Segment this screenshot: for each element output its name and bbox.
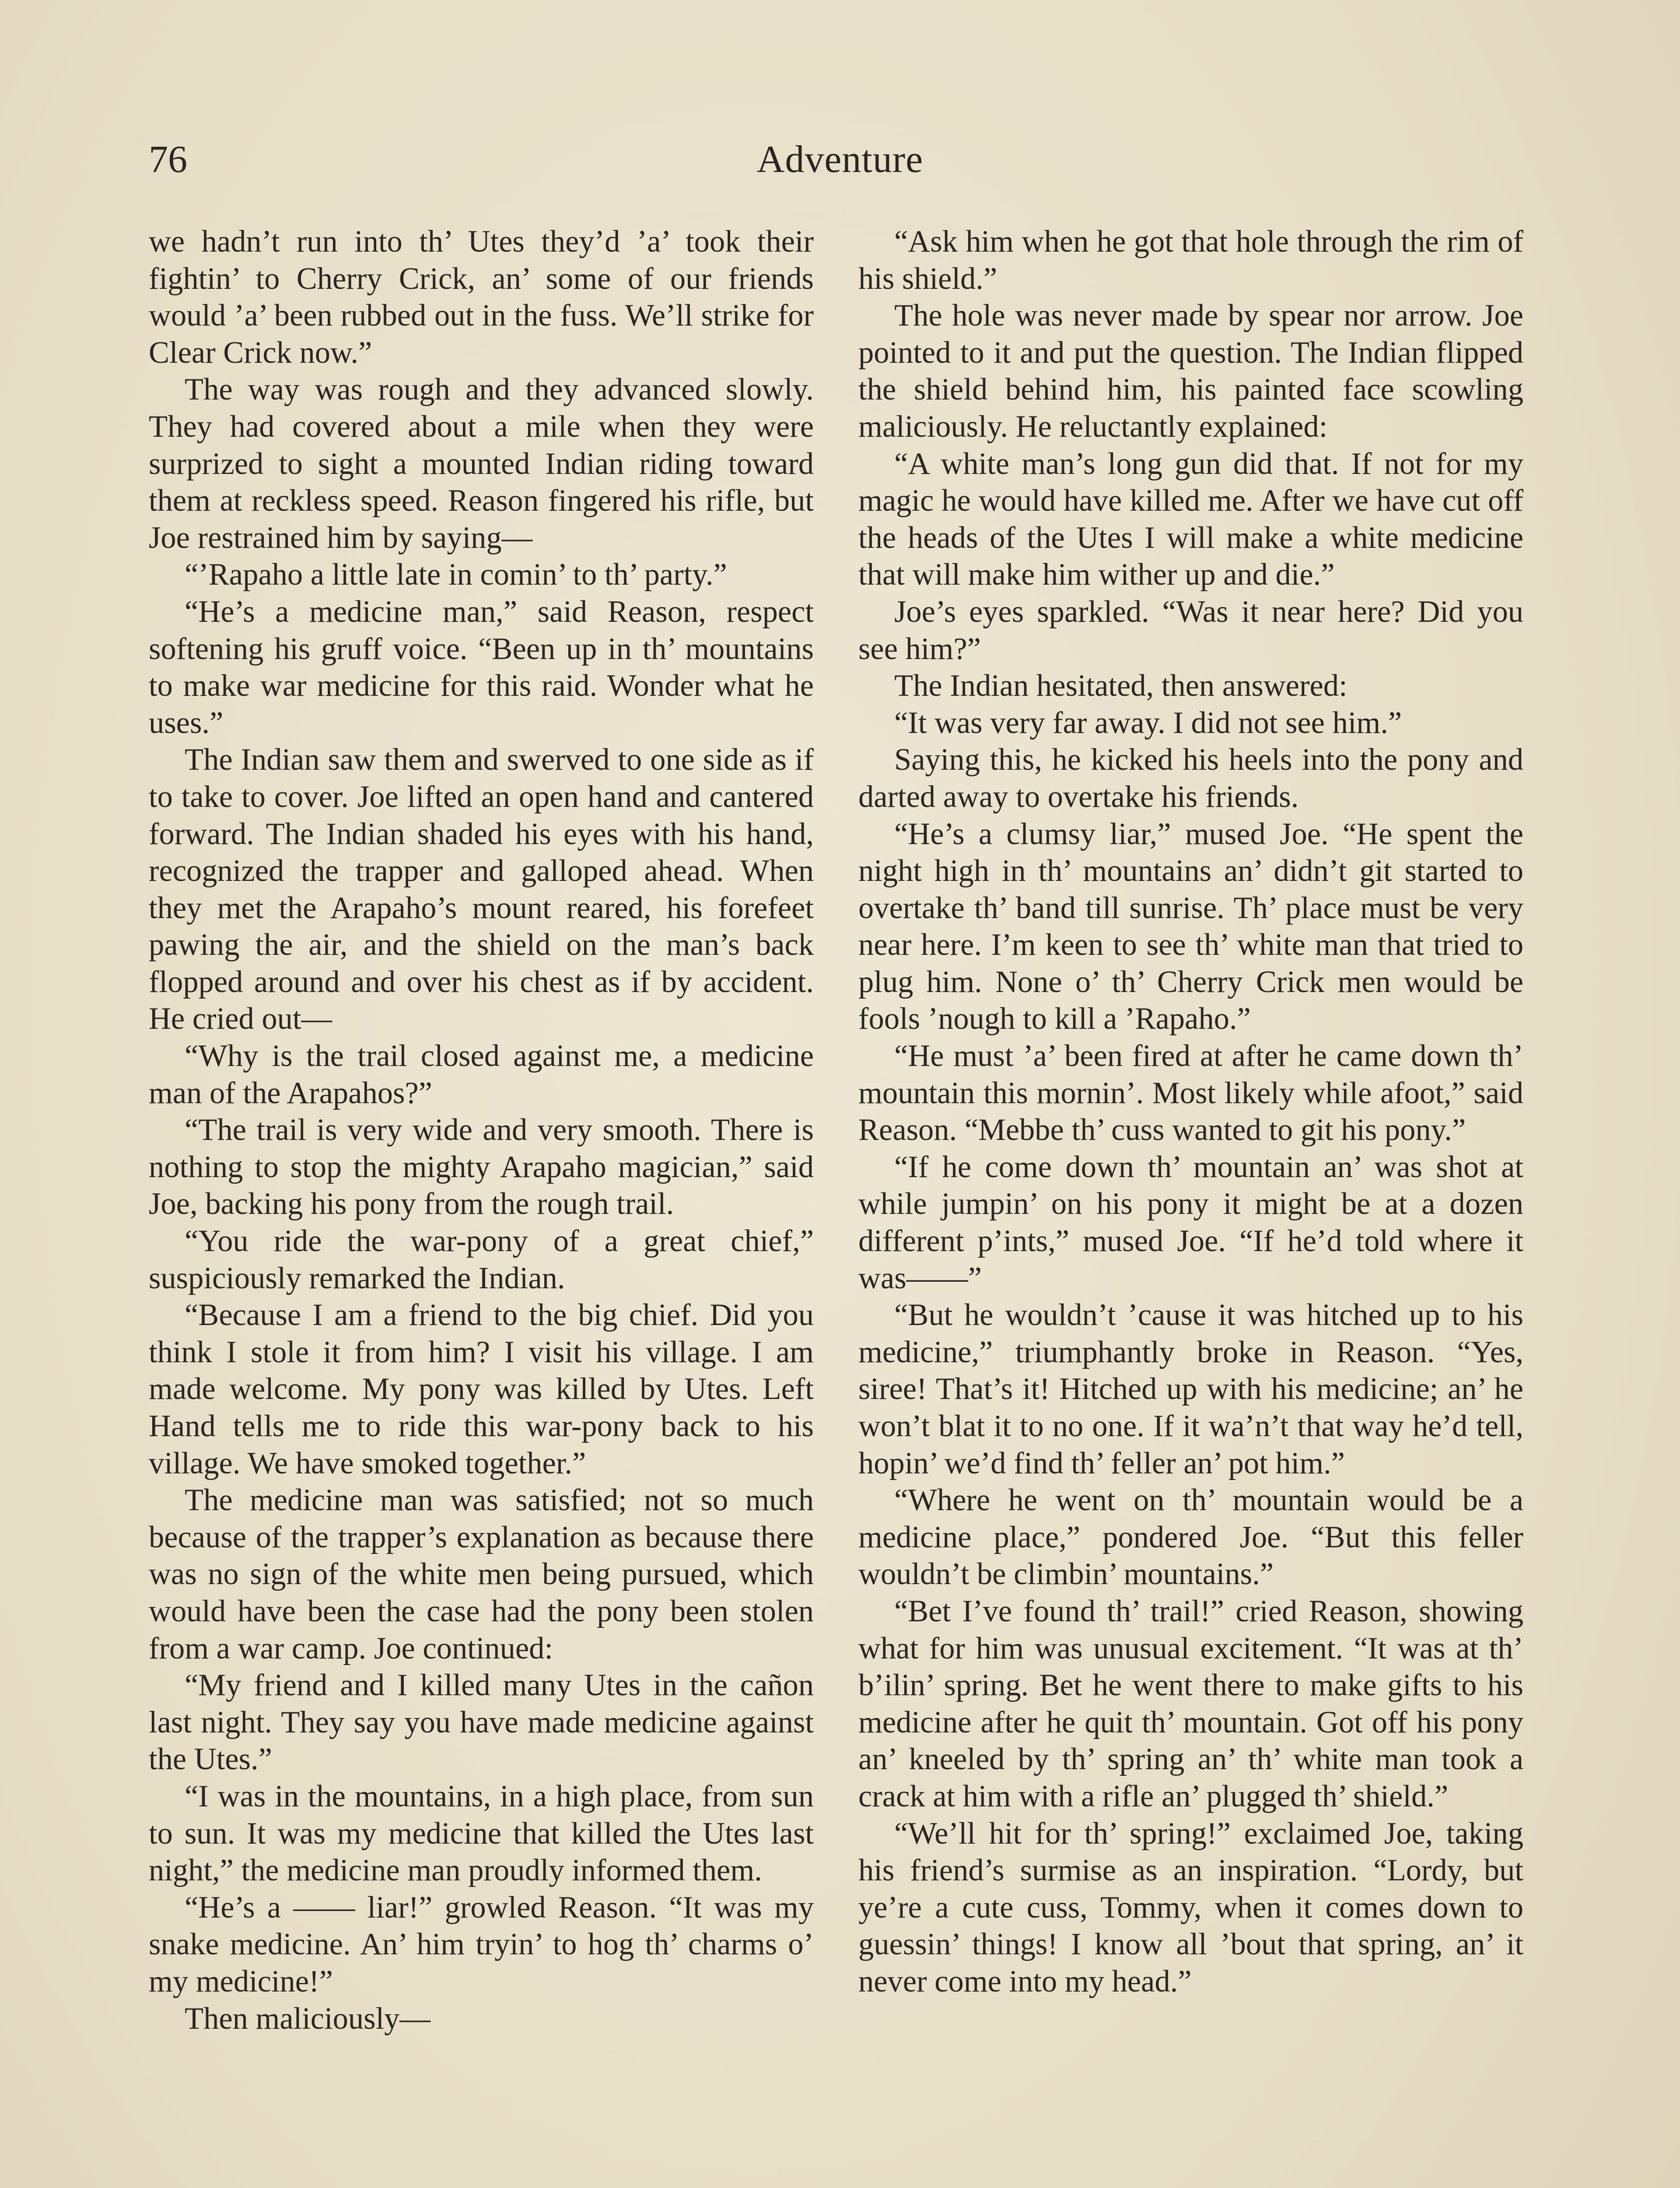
paragraph: The way was rough and they advanced slowly. They had covered about a mile when they were surprized to sight a mounted Indian riding toward them at reckless speed. Reason fingered his rifle, but Joe restrained him by saying— xyxy=(149,372,814,555)
paragraph: “My friend and I killed many Utes in the cañon last night. They say you have made medicine against the Utes.” xyxy=(149,1668,814,1777)
page-header xyxy=(149,129,1531,190)
paragraph: The Indian hesitated, then answered: xyxy=(894,669,1348,703)
running-head-title: Adventure xyxy=(756,138,924,181)
paragraph: “A white man’s long gun did that. If not for my magic he would have killed me. After we have cut off the heads of the Utes I will make a white medicine that will make him wither up and die.” xyxy=(858,446,1523,592)
paragraph: “It was very far away. I did not see him.” xyxy=(894,705,1402,740)
paragraph: “Why is the trail closed against me, a medicine man of the Arapahos?” xyxy=(149,1039,814,1110)
paragraph: The hole was never made by spear nor arrow. Joe pointed to it and put the question. The Indian flipped the shield behind him, his painted face scowling maliciously. He reluctantly explained: xyxy=(858,298,1523,444)
paragraph: “Ask him when he got that hole through the rim of his shield.” xyxy=(858,224,1523,296)
paragraph: “The trail is very wide and very smooth. There is nothing to stop the mighty Arapaho magician,” said Joe, backing his pony from the rough trail. xyxy=(149,1113,814,1221)
paragraph: Joe’s eyes sparkled. “Was it near here? Did you see him?” xyxy=(858,594,1523,666)
left-text-column xyxy=(149,223,814,2037)
paragraph: “Bet I’ve found th’ trail!” cried Reason, showing what for him was unusual excitement. “It was at th’ b’ilin’ spring. Bet he went there to make gifts to his medicine after he quit th’ mountain. Got off his pony an’ kneeled by th’ spring an’ th’ white man took a crack at him with a rifle an’ plugged th’ shield.” xyxy=(858,1594,1523,1813)
paragraph: “You ride the war-pony of a great chief,” suspiciously remarked the Indian. xyxy=(149,1224,814,1295)
paragraph: Then maliciously— xyxy=(185,2001,430,2036)
page-number: 76 xyxy=(149,138,187,181)
paragraph: “Where he went on th’ mountain would be a medicine place,” pondered Joe. “But this feller wouldn’t be climbin’ mountains.” xyxy=(858,1483,1523,1592)
paragraph: “Because I am a friend to the big chief. Did you think I stole it from him? I visit his village. I am made welcome. My pony was killed by Utes. Left Hand tells me to ride this war-pony back to his village. We have smoked together.” xyxy=(149,1298,814,1480)
paragraph: “If he come down th’ mountain an’ was shot at while jumpin’ on his pony it might be at a dozen different p’ints,” mused Joe. “If he’d told where it was——” xyxy=(858,1150,1523,1295)
paragraph: “He’s a —— liar!” growled Reason. “It was my snake medicine. An’ him tryin’ to hog th’ charms o’ my medicine!” xyxy=(149,1890,814,1999)
paragraph: The Indian saw them and swerved to one side as if to take to cover. Joe lifted an open hand and cantered forward. The Indian shaded his eyes with his hand, recognized the trapper and galloped ahead. When they met the Arapaho’s mount reared, his forefeet pawing the air, and the shield on the man’s back flopped around and over his chest as if by accident. He cried out— xyxy=(149,743,814,1036)
paragraph: “We’ll hit for th’ spring!” exclaimed Joe, taking his friend’s surmise as an inspiration. “Lordy, but ye’re a cute cuss, Tommy, when it comes down to guessin’ things! I know all ’bout that spring, an’ it never come into my head.” xyxy=(858,1816,1523,1999)
paragraph: “But he wouldn’t ’cause it was hitched up to his medicine,” triumphantly broke in Reason. “Yes, siree! That’s it! Hitched up with his medicine; an’ he won’t blat it to no one. If it wa’n’t that way he’d tell, hopin’ we’d find th’ feller an’ pot him.” xyxy=(858,1298,1523,1480)
paragraph: The medicine man was satisfied; not so much because of the trapper’s explanation as because there was no sign of the white men being pursued, which would have been the case had the pony been stolen from a war camp. Joe continued: xyxy=(149,1483,814,1666)
paragraph: “He must ’a’ been fired at after he came down th’ mountain this mornin’. Most likely while afoot,” said Reason. “Mebbe th’ cuss wanted to git his pony.” xyxy=(858,1039,1523,1147)
paragraph: “I was in the mountains, in a high place, from sun to sun. It was my medicine that killed the Utes last night,” the medicine man proudly informed them. xyxy=(149,1779,814,1888)
paragraph: we hadn’t run into th’ Utes they’d ’a’ took their fightin’ to Cherry Crick, an’ some of our friends would ’a’ been rubbed out in the fuss. We’ll strike for Clear Crick now.” xyxy=(149,224,814,370)
paragraph: “He’s a medicine man,” said Reason, respect softening his gruff voice. “Been up in th’ mountains to make war medicine for this raid. Wonder what he uses.” xyxy=(149,594,814,740)
right-text-column xyxy=(858,223,1523,2000)
paragraph: Saying this, he kicked his heels into the pony and darted away to overtake his friends. xyxy=(858,743,1523,814)
paragraph: “’Rapaho a little late in comin’ to th’ party.” xyxy=(185,558,727,592)
paragraph: “He’s a clumsy liar,” mused Joe. “He spent the night high in th’ mountains an’ didn’t git started to overtake th’ band till sunrise. Th’ place must be very near here. I’m keen to see th’ white man that tried to plug him. None o’ th’ Cherry Crick men would be fools ’nough to kill a ’Rapaho.” xyxy=(858,817,1523,1036)
